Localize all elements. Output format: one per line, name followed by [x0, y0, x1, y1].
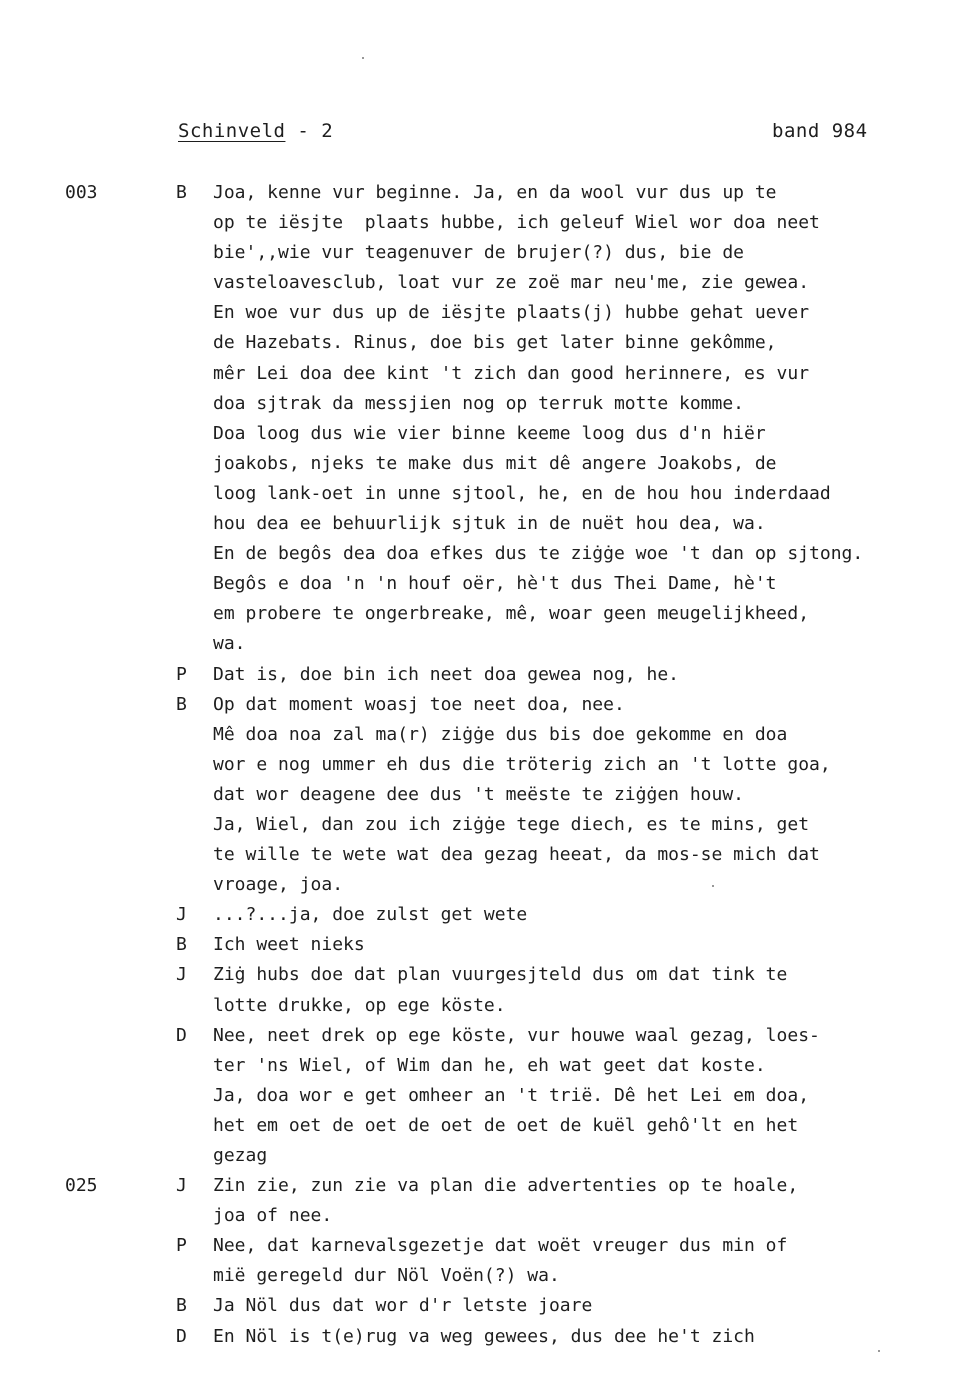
speaker-turn: [0, 1231, 966, 1291]
speaker-code: B: [176, 1295, 187, 1317]
text-line: Ja, doa wor e get omheer an 't trië. Dê het Lei em doa,: [213, 1084, 810, 1106]
tape-counter: 025: [65, 1175, 98, 1197]
speaker-code: D: [176, 1024, 187, 1046]
speaker-turn: [0, 178, 966, 660]
utterance-text: [213, 660, 963, 690]
speaker-code: J: [176, 964, 187, 986]
text-line: Ich weet nieks: [213, 934, 365, 956]
speaker-turn: [0, 1291, 966, 1321]
speaker-turn: [0, 690, 966, 901]
scan-speck: [362, 57, 364, 59]
speaker-turn: [0, 660, 966, 690]
text-line: op te iësjte plaats hubbe, ich geleuf Wiel wor doa neet: [213, 212, 820, 234]
speaker-turn: [0, 930, 966, 960]
speaker-code: P: [176, 1235, 187, 1257]
utterance-text: [213, 690, 963, 901]
speaker-turn: [0, 900, 966, 930]
text-line: vasteloavesclub, loat vur ze zoë mar neu'me, zie gewea.: [213, 272, 810, 294]
text-line: em probere te ongerbreake, mê, woar geen meugelijkheed,: [213, 603, 810, 625]
header-separator: -: [285, 120, 322, 142]
page-header-left: [178, 120, 333, 142]
text-line: Ja Nöl dus dat wor d'r letste joare: [213, 1295, 593, 1317]
text-line: En Nöl is t(e)rug va weg gewees, dus dee he't zich: [213, 1325, 755, 1347]
text-line: wa.: [213, 633, 246, 655]
text-line: Mê doa noa zal ma(r) ziġġe dus bis doe gekomme en doa: [213, 723, 788, 745]
text-line: Doa loog dus wie vier binne keeme loog dus d'n hiër: [213, 422, 766, 444]
utterance-text: [213, 930, 963, 960]
speaker-code: D: [176, 1325, 187, 1347]
utterance-text: [213, 1291, 963, 1321]
text-line: Op dat moment woasj toe neet doa, nee.: [213, 693, 625, 715]
speaker-code: B: [176, 934, 187, 956]
text-line: En de begôs dea doa efkes dus te ziġġe woe 't dan op sjtong.: [213, 543, 864, 565]
text-line: te wille te wete wat dea gezag heeat, da mos-se mich dat: [213, 844, 820, 866]
text-line: vroage, joa.: [213, 874, 344, 896]
utterance-text: [213, 1021, 963, 1171]
place-name: Schinveld: [178, 120, 286, 142]
utterance-text: [213, 960, 963, 1020]
text-line: ter 'ns Wiel, of Wim dan he, eh wat geet dat koste.: [213, 1054, 766, 1076]
utterance-text: [213, 178, 963, 660]
text-line: Nee, dat karnevalsgezetje dat woët vreuger dus min of: [213, 1235, 788, 1257]
text-line: gezag: [213, 1145, 268, 1166]
text-line: En woe vur dus up de iësjte plaats(j) hubbe gehat uever: [213, 302, 810, 324]
text-line: Zin zie, zun zie va plan die advertenties op te hoale,: [213, 1175, 799, 1197]
utterance-text: [213, 1171, 963, 1231]
speaker-turn: [0, 1171, 966, 1231]
speaker-turn: [0, 960, 966, 1020]
text-line: bie',,wie vur teagenuver de brujer(?) dus, bie de: [213, 242, 745, 264]
speaker-code: B: [176, 182, 187, 203]
scan-speck: [878, 1350, 880, 1352]
text-line: mië geregeld dur Nöl Voën(?) wa.: [213, 1265, 560, 1287]
utterance-text: [213, 900, 963, 930]
speaker-turn: [0, 1322, 966, 1352]
text-line: loog lank-oet in unne sjtool, he, en de hou hou inderdaad: [213, 482, 831, 504]
text-line: Dat is, doe bin ich neet doa gewea nog, he.: [213, 663, 679, 685]
page-number: 2: [321, 120, 334, 142]
band-label: band 984: [772, 120, 868, 142]
text-line: hou dea ee behuurlijk sjtuk in de nuët hou dea, wa.: [213, 513, 766, 535]
transcript-body: [0, 178, 966, 1352]
tape-counter: 003: [65, 182, 98, 203]
utterance-text: [213, 1322, 963, 1352]
speaker-code: P: [176, 663, 187, 685]
scan-speck: [712, 885, 714, 887]
speaker-turn: [0, 1021, 966, 1171]
text-line: Joa, kenne vur beginne. Ja, en da wool vur dus up te: [213, 182, 777, 203]
text-line: mêr Lei doa dee kint 't zich dan good herinnere, es vur: [213, 362, 810, 384]
text-line: de Hazebats. Rinus, doe bis get later binne gekômme,: [213, 332, 777, 354]
text-line: joakobs, njeks te make dus mit dê angere Joakobs, de: [213, 452, 777, 474]
text-line: dat wor deagene dee dus 't meëste te ziġġen houw.: [213, 783, 745, 805]
text-line: Nee, neet drek op ege köste, vur houwe waal gezag, loes-: [213, 1024, 820, 1046]
speaker-code: B: [176, 693, 187, 715]
text-line: het em oet de oet de oet de oet de kuël gehô'lt en het: [213, 1114, 799, 1136]
text-line: Ja, Wiel, dan zou ich ziġġe tege diech, es te mins, get: [213, 813, 810, 835]
speaker-code: J: [176, 1175, 187, 1197]
text-line: ...?...ja, doe zulst get wete: [213, 904, 528, 926]
text-line: joa of nee.: [213, 1205, 333, 1227]
text-line: Begôs e doa 'n 'n houf oër, hè't dus Thei Dame, hè't: [213, 573, 777, 595]
utterance-text: [213, 1231, 963, 1291]
text-line: Ziġ hubs doe dat plan vuurgesjteld dus om dat tink te: [213, 964, 788, 986]
text-line: lotte drukke, op ege köste.: [213, 994, 506, 1016]
text-line: doa sjtrak da messjien nog op terruk motte komme.: [213, 392, 745, 414]
text-line: wor e nog ummer eh dus die tröterig zich an 't lotte goa,: [213, 753, 831, 775]
speaker-code: J: [176, 904, 187, 926]
